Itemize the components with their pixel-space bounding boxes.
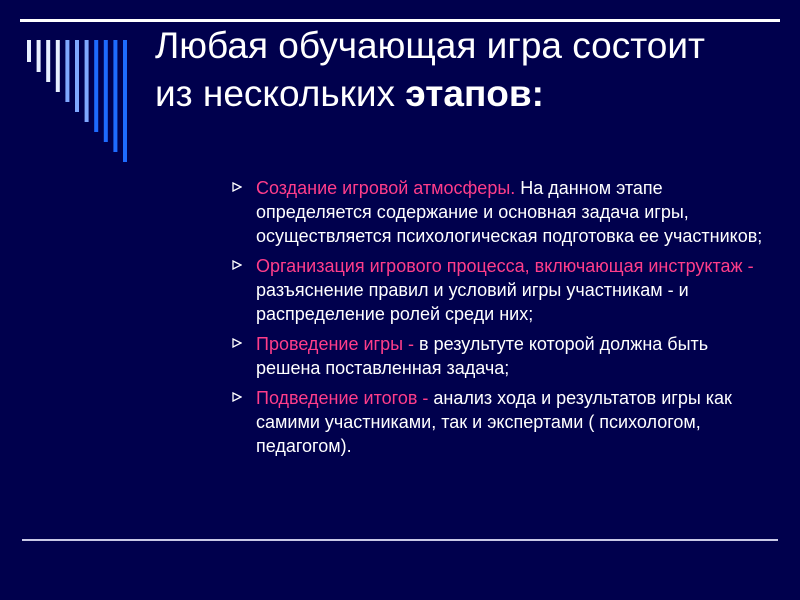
list-item-highlight: Проведение игры -	[256, 334, 415, 354]
list-item	[232, 176, 772, 248]
stripe-bar	[75, 40, 79, 112]
list-item	[232, 332, 772, 380]
list-item	[232, 254, 772, 326]
slide-title	[155, 22, 785, 118]
title-line-2	[155, 70, 785, 118]
stripe-bar	[123, 40, 127, 162]
bottom-divider-line	[22, 539, 778, 541]
stripe-bar	[37, 40, 41, 72]
list-item-text: На данном этапе определяется содержание и основная задача игры, осуществляется психологическая подготовка ее участников;	[256, 178, 763, 246]
stripe-bar	[85, 40, 89, 122]
list-item-highlight: Подведение итогов -	[256, 388, 429, 408]
stripe-bar	[56, 40, 60, 92]
triangle-bullet-icon	[232, 338, 242, 348]
stripe-bar	[113, 40, 117, 152]
stripe-bar	[27, 40, 31, 62]
list-item-text: анализ хода и результатов игры как самими участниками, так и экспертами ( психологом, педагогом).	[256, 388, 732, 456]
list-item-highlight: Организация игрового процесса, включающая инструктаж -	[256, 256, 754, 276]
triangle-bullet-icon	[232, 182, 242, 192]
triangle-bullet-icon	[232, 392, 242, 402]
stage-list	[232, 176, 772, 464]
title-line-2-bold: этапов:	[405, 73, 544, 114]
stripe-bar	[46, 40, 50, 82]
list-item	[232, 386, 772, 458]
title-line-2-text: из нескольких	[155, 73, 406, 114]
stripe-bar	[104, 40, 108, 142]
decorative-stripes	[0, 0, 140, 170]
stripe-bar	[65, 40, 69, 102]
list-item-text: в результуте которой должна быть решена поставленная задача;	[256, 334, 709, 378]
triangle-bullet-icon	[232, 260, 242, 270]
title-line-1: Любая обучающая игра состоит	[155, 25, 705, 66]
list-item-highlight: Создание игровой атмосферы.	[256, 178, 516, 198]
stripe-bar	[94, 40, 98, 132]
list-item-text: разъяснение правил и условий игры участникам - и распределение ролей среди них;	[256, 280, 689, 324]
